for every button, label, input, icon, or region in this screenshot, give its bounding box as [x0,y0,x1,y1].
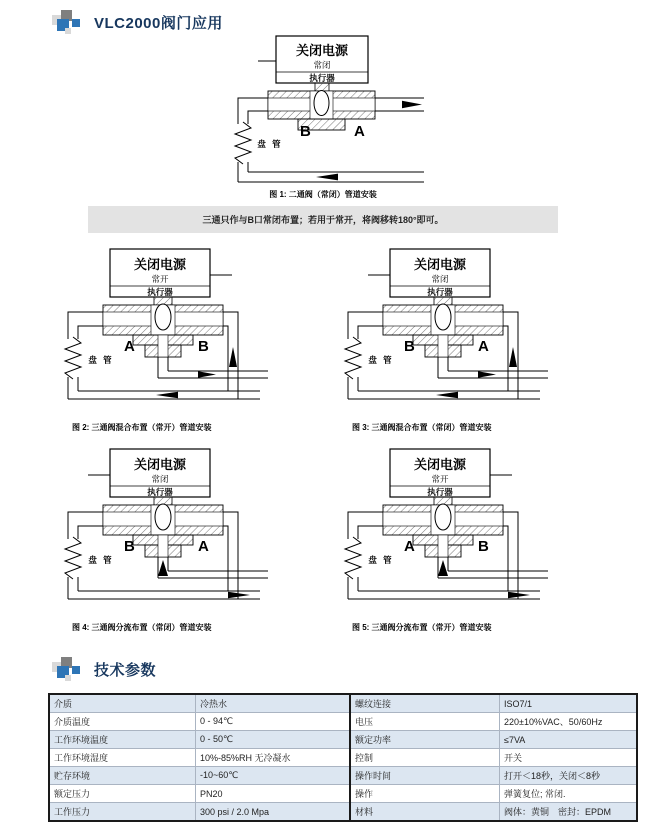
actuator-name-label: 执行器 [308,73,335,83]
param-label: 介质 [49,694,196,713]
port-left-label: B [124,538,135,555]
figure-5-diagram [338,447,553,619]
flow-arrow-right [198,371,216,377]
param-value: ISO7/1 [500,694,638,713]
params-table [48,693,638,822]
port-right-label: A [353,123,365,140]
figure-5 [338,447,588,633]
table-row [49,694,637,713]
param-value: 10%-85%RH 无冷凝水 [196,749,351,767]
param-value: 0 - 50℃ [196,731,351,749]
param-value: 220±10%VAC、50/60Hz [500,713,638,731]
flow-arrow-up [158,560,168,576]
valve-plug [155,504,171,530]
brand-squares-icon [52,10,82,34]
port-right-label: B [198,338,209,355]
flow-arrow-right [478,371,496,377]
actuator-power-label: 关闭电源 [295,43,348,58]
param-label: 材料 [350,803,500,822]
param-label: 介质温度 [49,713,196,731]
figure-3-diagram [338,247,553,419]
port-left-label: B [299,123,311,140]
params-section [48,693,612,822]
page-title: VLC2000阀门应用 [94,14,223,32]
param-value: 开关 [500,749,638,767]
param-value: 弹簧复位; 常闭. [500,785,638,803]
coil-label: 盘 管 [88,555,114,565]
figure-3-caption: 图 3: 三通阀混合布置（常闭）管道安装 [352,423,492,432]
port-left-label: B [404,338,415,355]
flow-arrow-up [438,560,448,576]
param-label: 螺纹连接 [350,694,500,713]
actuator-mode-label: 常开 [151,274,169,284]
figure-row-2 [0,447,646,633]
table-row [49,785,637,803]
port-left-label: A [404,538,415,555]
figure-5-caption: 图 5: 三通阀分流布置（常开）管道安装 [352,623,492,632]
brand-squares-icon [52,657,82,681]
actuator-mode-label: 常闭 [312,60,331,70]
param-value: 0 - 94℃ [196,713,351,731]
actuator-power-label: 关闭电源 [413,457,467,472]
figure-4 [58,447,308,633]
actuator-mode-label: 常开 [431,474,449,484]
table-row [49,803,637,822]
valve-plug [155,304,171,330]
port-left-label: A [124,338,135,355]
flow-arrow-left [436,392,458,398]
param-value: PN20 [196,785,351,803]
table-row [49,749,637,767]
param-label: 额定压力 [49,785,196,803]
coil-label: 盘 管 [256,139,283,149]
actuator-power-label: 关闭电源 [133,257,187,272]
param-label: 控制 [350,749,500,767]
param-label: 工作环境湿度 [49,749,196,767]
flow-arrow-right [402,101,422,108]
valve-plug [314,91,329,116]
param-value: ≤7VA [500,731,638,749]
param-label: 额定功率 [350,731,500,749]
param-value: 打开＜18秒，关闭＜8秒 [500,767,638,785]
param-label: 操作 [350,785,500,803]
section2-header [52,657,646,681]
actuator-power-label: 关闭电源 [133,457,187,472]
param-label: 操作时间 [350,767,500,785]
table-row [49,767,637,785]
param-value: 阀体：黄铜 密封：EPDM [500,803,638,822]
port-right-label: B [478,538,489,555]
table-row [49,731,637,749]
flow-arrow-right [508,592,530,598]
section1-header [52,10,646,34]
flow-arrow-up [509,347,517,367]
param-value: 冷热水 [196,694,351,713]
coil-label: 盘 管 [368,555,394,565]
figure-1 [0,34,646,200]
actuator-name-label: 执行器 [427,487,453,497]
flow-arrow-left [156,392,178,398]
figure-4-caption: 图 4: 三通阀分流布置（常闭）管道安装 [72,623,212,632]
figure-2 [58,247,308,433]
actuator-power-label: 关闭电源 [413,257,467,272]
actuator-name-label: 执行器 [427,287,453,297]
param-value: 300 psi / 2.0 Mpa [196,803,351,822]
actuator-name-label: 执行器 [147,487,173,497]
param-label: 工作环境温度 [49,731,196,749]
figure-2-caption: 图 2: 三通阀混合布置（常开）管道安装 [72,423,212,432]
actuator-mode-label: 常闭 [151,474,169,484]
actuator-name-label: 执行器 [147,287,173,297]
section2-title: 技术参数 [94,661,157,679]
param-label: 电压 [350,713,500,731]
figure-3 [338,247,588,433]
coil-label: 盘 管 [368,355,394,365]
figure-4-diagram [58,447,273,619]
flow-arrow-left [316,174,338,181]
port-right-label: A [198,538,209,555]
valve-plug [435,504,451,530]
flow-arrow-up [229,347,237,367]
figure-1-diagram [216,34,431,186]
table-row [49,713,637,731]
figure-row-1 [0,247,646,433]
valve-plug [435,304,451,330]
param-label: 贮存环境 [49,767,196,785]
figure-1-caption: 图 1: 二通阀（常闭）管道安装 [269,190,377,199]
actuator-mode-label: 常闭 [431,274,449,284]
param-label: 工作压力 [49,803,196,822]
param-value: -10~60℃ [196,767,351,785]
figure-2-diagram [58,247,273,419]
port-right-label: A [478,338,489,355]
note-banner: 三通只作与B口常闭布置；若用于常开，将阀移转180°即可。 [88,206,558,233]
coil-label: 盘 管 [88,355,114,365]
flow-arrow-right [228,592,250,598]
